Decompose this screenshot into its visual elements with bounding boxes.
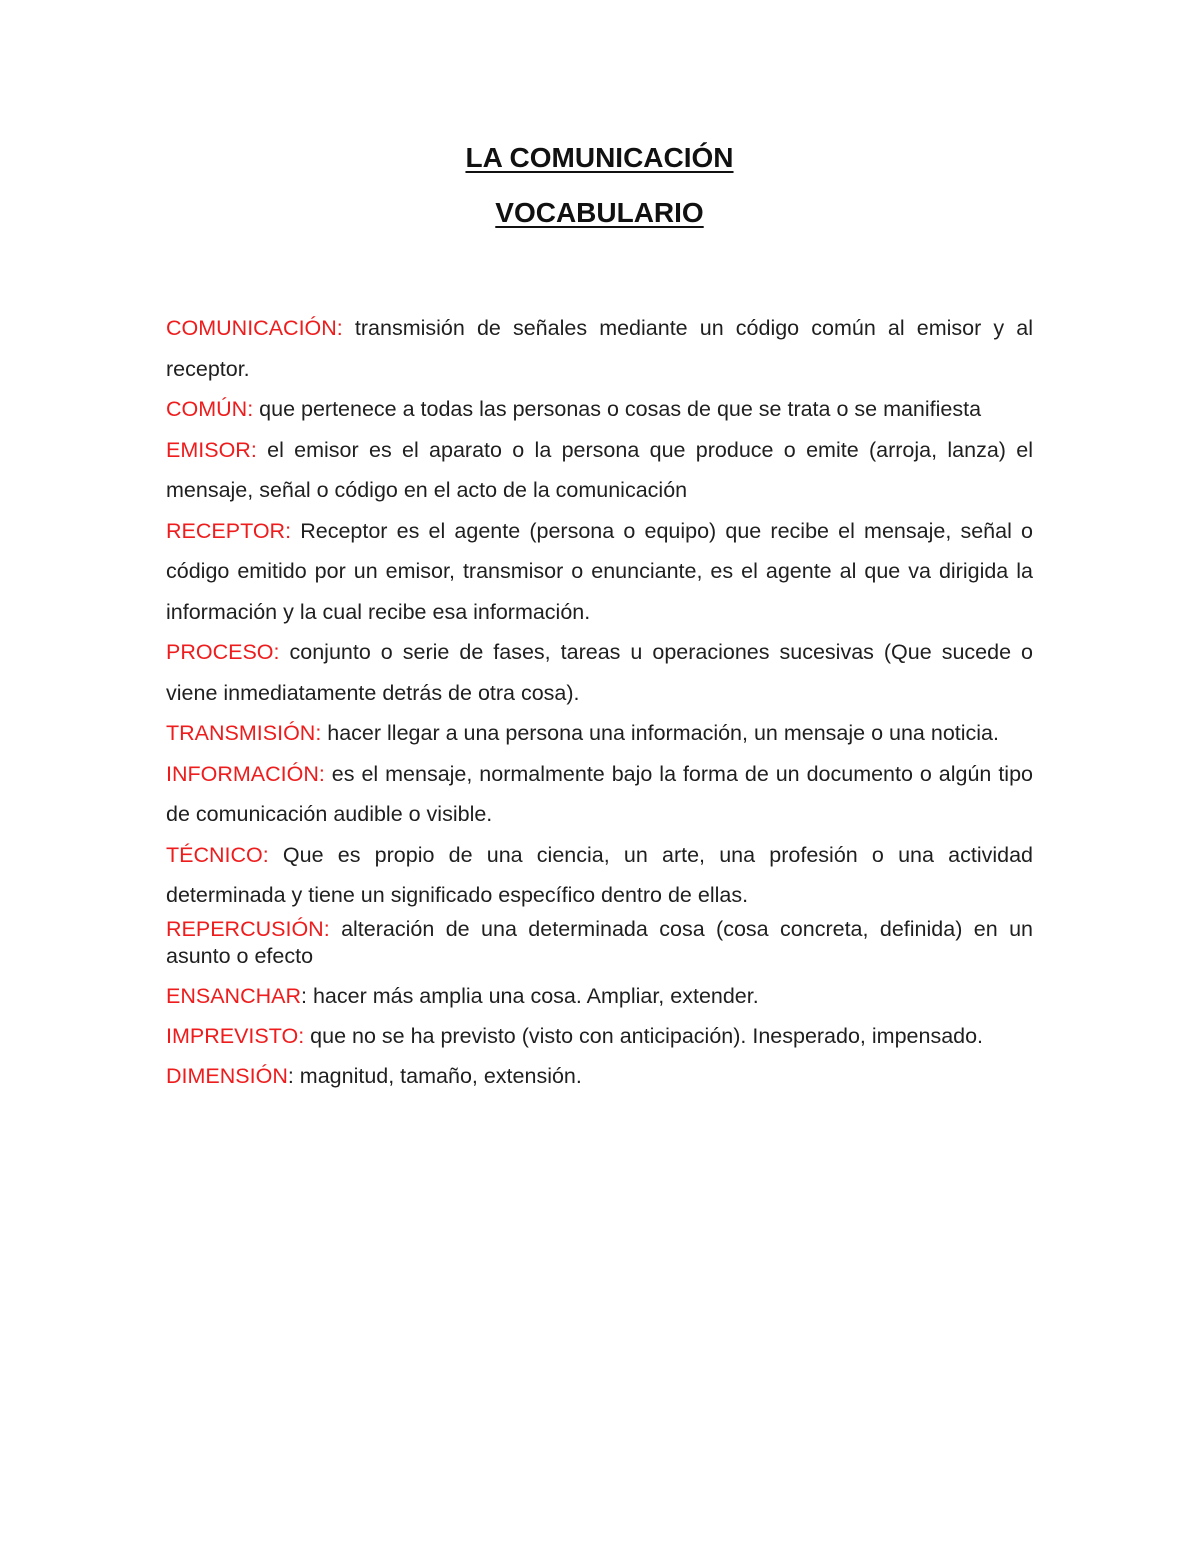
- entry-definition: el emisor es el aparato o la persona que produce o emite (arroja, lanza) el mensaje, señal o código en el acto de la comunicación: [166, 437, 1033, 502]
- document-page: [166, 138, 1033, 1103]
- vocabulary-entry-transmision: [166, 713, 1033, 754]
- document-subtitle: VOCABULARIO: [495, 197, 704, 228]
- entry-term: IMPREVISTO:: [166, 1023, 305, 1048]
- entry-definition: es el mensaje, normalmente bajo la forma de un documento o algún tipo de comunicación audible o visible.: [166, 761, 1033, 826]
- vocabulary-entry-repercusion: [166, 916, 1033, 970]
- vocabulary-entry-dimension: [166, 1063, 1033, 1090]
- entry-definition: Que es propio de una ciencia, un arte, una profesión o una actividad determinada y tiene un significado específico dentro de ellas.: [166, 842, 1033, 907]
- vocabulary-entry-comun: [166, 389, 1033, 430]
- entry-definition: : magnitud, tamaño, extensión.: [287, 1063, 582, 1088]
- entry-term: COMÚN:: [166, 397, 254, 421]
- entry-definition: conjunto o serie de fases, tareas u operaciones sucesivas (Que sucede o viene inmediatamente detrás de otra cosa).: [166, 640, 1033, 705]
- vocabulary-entry-informacion: [166, 754, 1033, 835]
- entry-term: DIMENSIÓN: [166, 1063, 288, 1088]
- vocabulary-list: [166, 308, 1033, 1090]
- entry-term: PROCESO:: [166, 640, 280, 664]
- entry-term: TÉCNICO:: [166, 842, 269, 867]
- entry-term: TRANSMISIÓN:: [166, 721, 322, 745]
- entry-definition: que pertenece a todas las personas o cosas de que se trata o se manifiesta: [253, 397, 982, 421]
- entry-term: RECEPTOR:: [166, 518, 292, 543]
- entry-term: INFORMACIÓN:: [166, 761, 325, 786]
- vocabulary-entry-receptor: [166, 511, 1033, 633]
- vocabulary-entry-comunicacion: [166, 308, 1033, 389]
- vocabulary-entry-proceso: [166, 632, 1033, 713]
- vocabulary-entry-emisor: [166, 430, 1033, 511]
- entry-term: COMUNICACIÓN:: [166, 316, 343, 340]
- vocabulary-entry-ensanchar: [166, 983, 1033, 1010]
- entry-definition: : hacer más amplia una cosa. Ampliar, extender.: [301, 983, 759, 1008]
- entry-definition: alteración de una determinada cosa (cosa concreta, definida) en un asunto o efecto: [166, 916, 1033, 968]
- entry-definition: transmisión de señales mediante un código común al emisor y al receptor.: [166, 316, 1033, 381]
- entry-term: REPERCUSIÓN:: [166, 916, 330, 941]
- entry-definition: que no se ha previsto (visto con anticipación). Inesperado, impensado.: [304, 1023, 984, 1048]
- entry-term: ENSANCHAR: [166, 983, 301, 1008]
- vocabulary-entry-tecnico: [166, 835, 1033, 916]
- entry-term: EMISOR:: [166, 437, 257, 462]
- vocabulary-entry-imprevisto: [166, 1023, 1033, 1050]
- document-title: LA COMUNICACIÓN: [465, 142, 734, 173]
- entry-definition: hacer llegar a una persona una información, un mensaje o una noticia.: [321, 721, 999, 745]
- entry-definition: Receptor es el agente (persona o equipo) que recibe el mensaje, señal o código emitido por un emisor, transmisor o enunciante, es el agente al que va dirigida la información y la cual recibe esa información.: [166, 518, 1033, 624]
